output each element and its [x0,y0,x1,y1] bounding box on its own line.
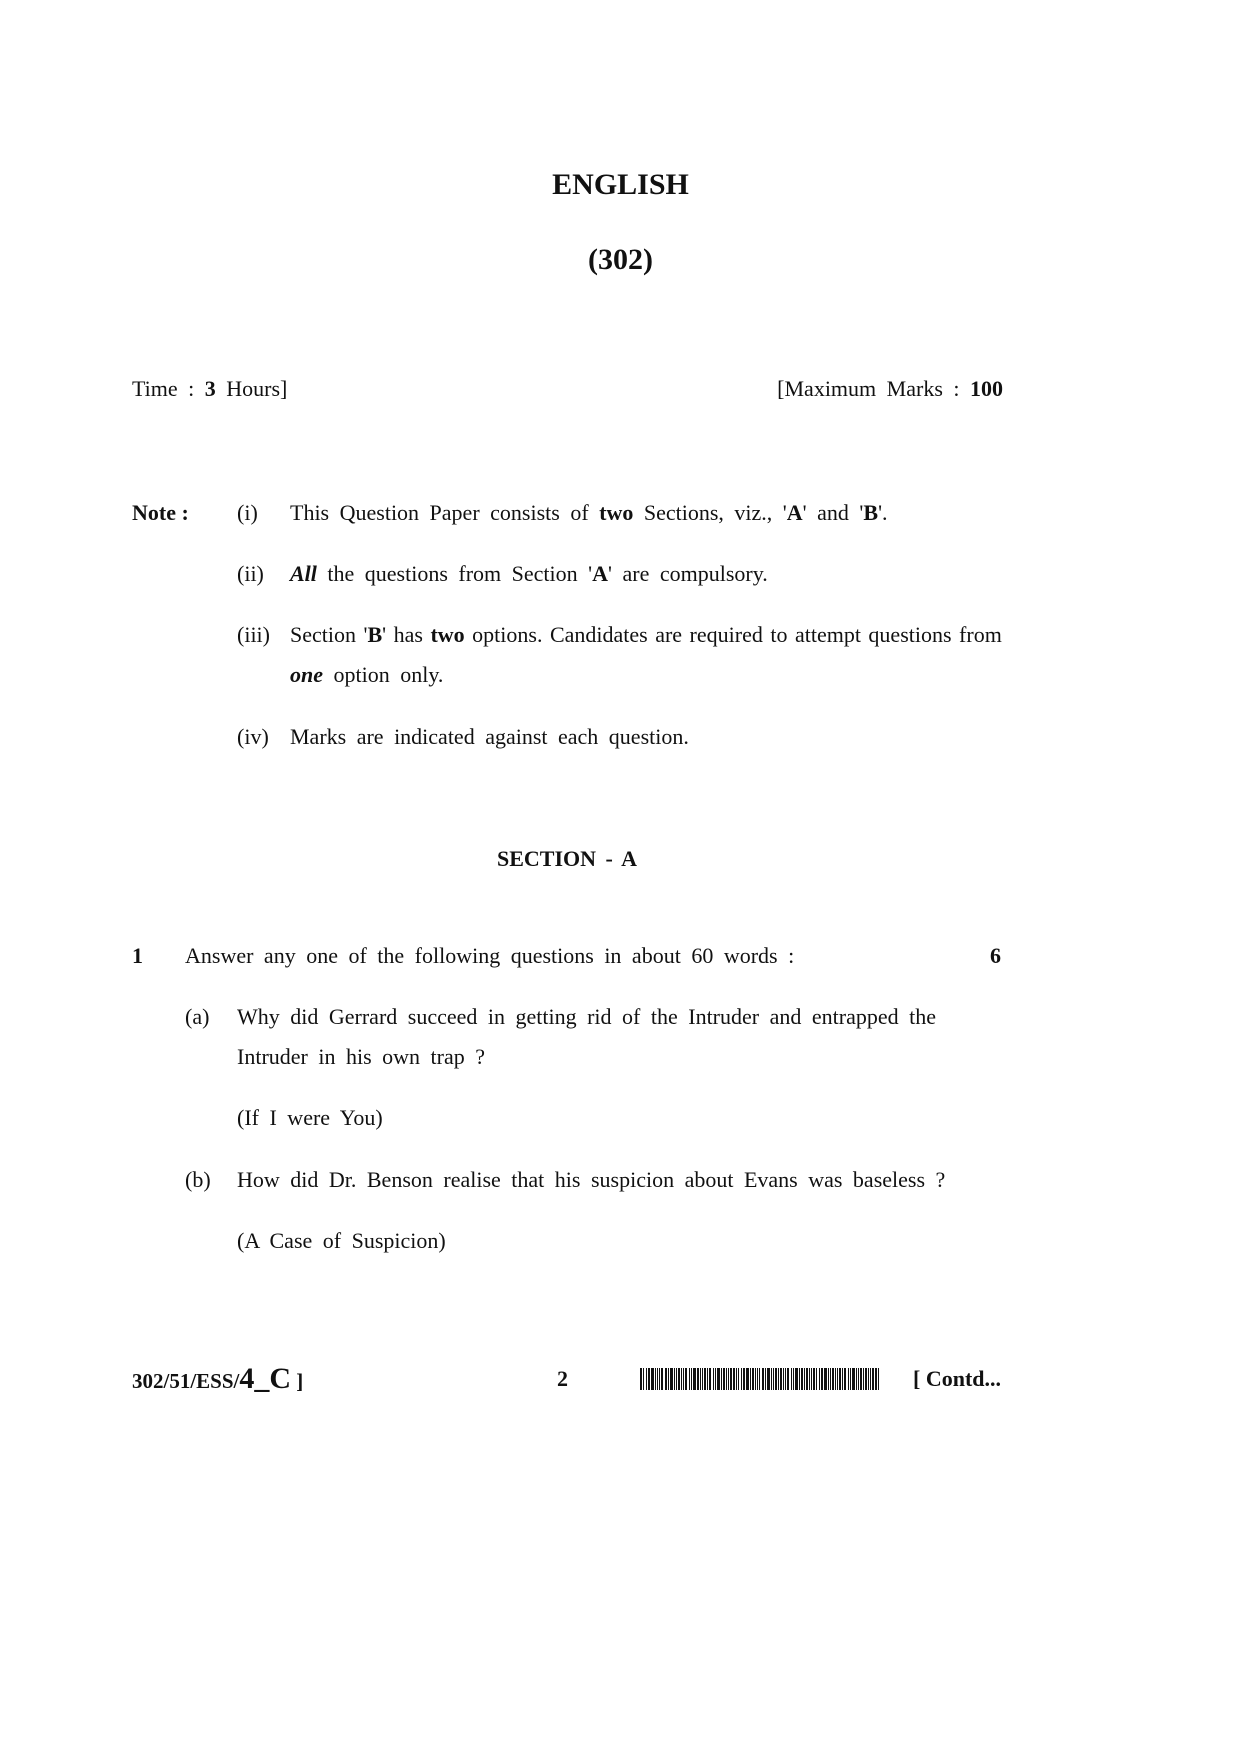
barcode-bar [809,1368,810,1390]
barcode-bar [723,1368,725,1390]
barcode-bar [640,1368,642,1390]
barcode-bar [697,1368,699,1390]
barcode-bar [821,1368,823,1390]
barcode-bar [730,1368,732,1390]
barcode-bar [707,1368,708,1390]
barcode-bar [850,1368,851,1390]
barcode-bar [830,1368,831,1390]
barcode-bar [842,1368,843,1390]
note-item-2-number: (ii) [237,561,264,586]
barcode-bar [785,1368,786,1390]
barcode-bar [878,1368,879,1390]
barcode-bar [721,1368,722,1390]
note-item-1-number: (i) [237,500,258,525]
barcode-bar [750,1368,751,1390]
marks-value: 100 [970,376,1003,401]
barcode-bar [643,1368,644,1390]
barcode-bar [783,1368,784,1390]
part-a-line1: Why did Gerrard succeed in getting rid of the Intruder and entrapped the [237,1004,936,1029]
barcode-bar [762,1368,764,1390]
barcode-bar [757,1368,758,1390]
barcode-bar [816,1368,817,1390]
barcode-bar [689,1368,690,1390]
note-item-4-number: (iv) [237,724,269,749]
barcode-bar [767,1368,770,1390]
part-b-label: (b) [185,1167,211,1192]
barcode-bar [775,1368,777,1390]
time-line [132,376,287,402]
time-value: 3 [204,376,216,401]
barcode-bar [852,1368,855,1390]
barcode-bar [670,1368,673,1390]
barcode-bar [793,1368,794,1390]
barcode-bar [787,1368,789,1390]
page-number: 2 [557,1366,568,1391]
barcode-bar [799,1368,800,1390]
note-item-3-text-line2: one option only. [290,662,444,687]
barcode-bar [646,1368,647,1390]
barcode-bar [743,1368,745,1390]
barcode-bar [702,1368,703,1390]
question-number: 1 [132,943,143,968]
part-a-label: (a) [185,1004,210,1029]
marks-prefix: [Maximum Marks : [777,376,960,401]
note-item-4-text: Marks are indicated against each question. [290,724,689,749]
barcode-bar [691,1368,692,1390]
barcode-bar [709,1368,711,1390]
barcode-bar [875,1368,877,1390]
barcode-bar [685,1368,687,1390]
contd-label: [ Contd... [913,1366,1002,1391]
barcode-bar [858,1368,859,1390]
barcode-bar [726,1368,727,1390]
barcode-bar [752,1368,754,1390]
barcode-bar [771,1368,772,1390]
note-item-2-text: All the questions from Section 'A' are compulsory. [290,561,768,586]
barcode-bar [872,1368,874,1390]
barcode-bar [832,1368,834,1390]
barcode-bar [736,1368,737,1390]
barcode-bar [835,1368,836,1390]
barcode-bar [844,1368,846,1390]
barcode-bar [806,1368,808,1390]
barcode-bar [801,1368,803,1390]
question-marks: 6 [990,943,1001,968]
barcode-bar [811,1368,812,1390]
barcode-bar [717,1368,720,1390]
barcode-bar [804,1368,805,1390]
subject-code: (302) [588,243,653,276]
barcode-bar [759,1368,760,1390]
barcode-bar [683,1368,684,1390]
barcode-bar [681,1368,682,1390]
barcode-bar [733,1368,735,1390]
barcode-bar [778,1368,779,1390]
barcode-bar [860,1368,862,1390]
barcode-bar [865,1368,867,1390]
barcode-bar [819,1368,820,1390]
barcode-bar [704,1368,706,1390]
max-marks-line [777,376,1003,402]
barcode-bar [657,1368,658,1390]
subject-title: ENGLISH [552,168,689,201]
footer-code: 302/51/ESS/4_C ] [132,1362,304,1395]
barcode-bar [655,1368,656,1390]
barcode-bar [813,1368,815,1390]
barcode-bar [715,1368,716,1390]
barcode-bar [870,1368,871,1390]
time-suffix: Hours] [226,376,288,401]
time-prefix: Time : [132,376,195,401]
barcode [640,1368,884,1390]
barcode-bar [828,1368,829,1390]
barcode-bar [713,1368,714,1390]
section-title: SECTION - A [496,846,638,871]
barcode-bar [674,1368,675,1390]
note-item-3-text-line1: Section 'B' has two options. Candidates are required to attempt questions from [290,622,1002,647]
question-text: Answer any one of the following questions in about 60 words : [185,943,795,968]
barcode-bar [668,1368,669,1390]
barcode-bar [765,1368,766,1390]
barcode-bar [678,1368,680,1390]
barcode-bar [848,1368,849,1390]
part-b-source: (A Case of Suspicion) [237,1228,446,1253]
barcode-bar [700,1368,701,1390]
part-a-line2: Intruder in his own trap ? [237,1044,485,1069]
barcode-bar [659,1368,660,1390]
barcode-bar [665,1368,667,1390]
part-a-source: (If I were You) [237,1105,383,1130]
barcode-bar [746,1368,749,1390]
barcode-bar [676,1368,677,1390]
note-label: Note : [132,500,189,525]
barcode-bar [693,1368,696,1390]
barcode-bar [837,1368,838,1390]
barcode-bar [791,1368,792,1390]
barcode-bar [780,1368,782,1390]
part-b-line1: How did Dr. Benson realise that his suspicion about Evans was baseless ? [237,1167,946,1192]
barcode-bar [839,1368,841,1390]
barcode-bar [773,1368,774,1390]
barcode-bar [728,1368,729,1390]
barcode-bar [651,1368,654,1390]
note-item-3-number: (iii) [237,622,270,647]
barcode-bar [868,1368,869,1390]
barcode-bar [648,1368,650,1390]
barcode-bar [824,1368,827,1390]
note-item-1-text: This Question Paper consists of two Sections, viz., 'A' and 'B'. [290,500,888,525]
barcode-bar [856,1368,857,1390]
barcode-bar [738,1368,739,1390]
barcode-bar [863,1368,864,1390]
barcode-bar [741,1368,742,1390]
barcode-bar [661,1368,663,1390]
barcode-bar [755,1368,756,1390]
barcode-bar [795,1368,798,1390]
